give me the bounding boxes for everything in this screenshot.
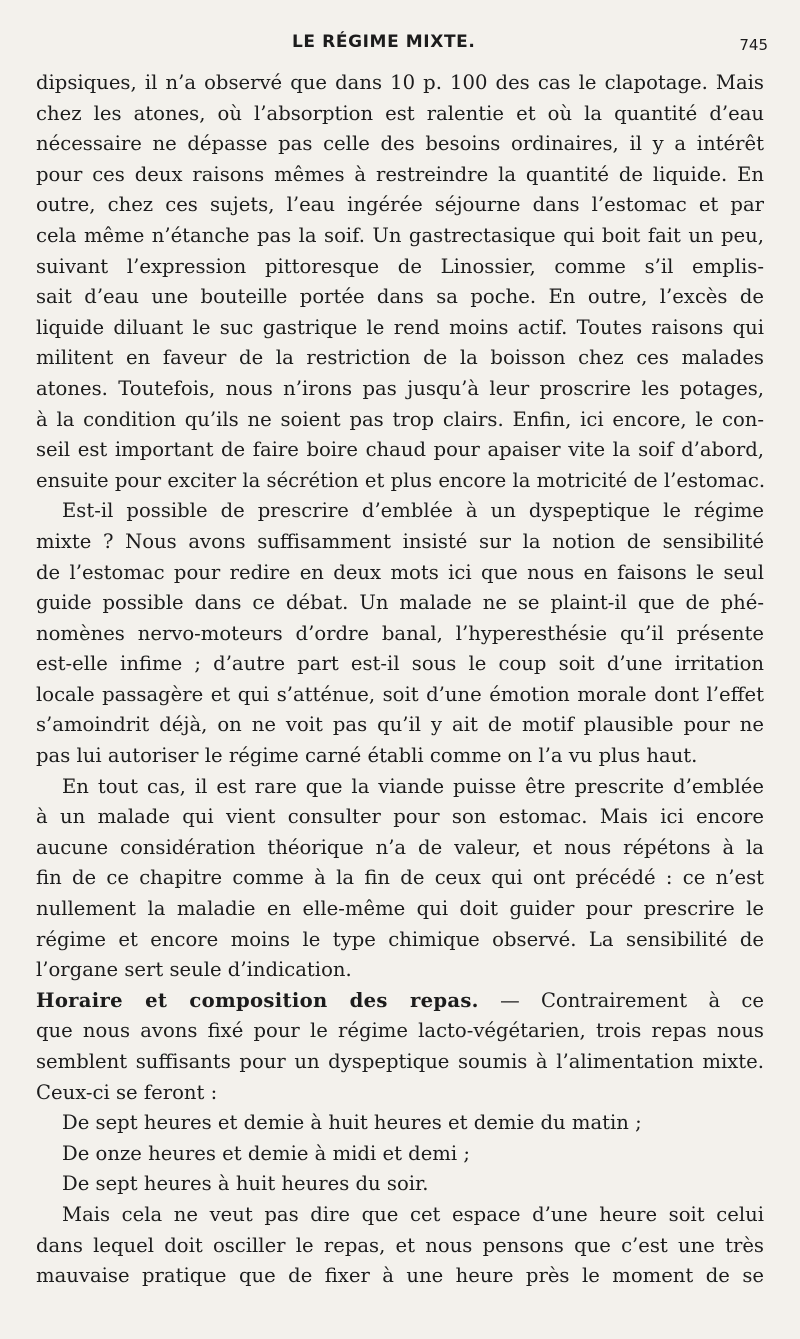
page-number: 745 (739, 36, 768, 54)
schedule-item: De sept heures et demie à huit heures et demie du matin ; (62, 1111, 642, 1135)
text-line: dans lequel doit osciller le repas, et nous pensons que c’est une très (36, 1233, 764, 1257)
text-line: régime et encore moins le type chimique observé. La sensibilité de (36, 927, 764, 951)
meal-schedule-list (36, 1108, 764, 1200)
text-line: s’amoindrit déjà, on ne voit pas qu’il y ait de motif plausible pour ne (36, 713, 764, 737)
text-line: fin de ce chapitre comme à la fin de ceux qui ont précédé : ce n’est (36, 866, 764, 890)
text-line: à la condition qu’ils ne soient pas trop clairs. Enfin, ici encore, le con- (36, 407, 764, 431)
text-line: est-elle infime ; d’autre part est-il sous le coup soit d’une irritation (36, 652, 764, 676)
text-line: Mais cela ne veut pas dire que cet espace d’une heure soit celui (62, 1202, 764, 1226)
text-line: sait d’eau une bouteille portée dans sa poche. En outre, l’excès de (36, 285, 764, 309)
schedule-item: De sept heures à huit heures du soir. (62, 1172, 429, 1196)
text-line: de l’estomac pour redire en deux mots ici que nous en faisons le seul (36, 560, 764, 584)
page-body (36, 68, 764, 1292)
text-line: nécessaire ne dépasse pas celle des besoins ordinaires, il y a intérêt (36, 132, 764, 156)
text-line: l’organe sert seule d’indication. (36, 958, 352, 982)
text-line: ensuite pour exciter la sécrétion et plus encore la motricité de l’estomac. (36, 468, 766, 492)
text-line: En tout cas, il est rare que la viande puisse être prescrite d’emblée (62, 774, 764, 798)
paragraph-3 (36, 772, 764, 986)
text-line: Ceux-ci se feront : (36, 1080, 218, 1104)
section-heading-continuation: — Contrairement à ce (478, 988, 764, 1012)
text-line: que nous avons fixé pour le régime lacto-végétarien, trois repas nous (36, 1019, 764, 1043)
page-header (0, 30, 800, 60)
running-title: LE RÉGIME MIXTE. (292, 32, 476, 52)
text-line: atones. Toutefois, nous n’irons pas jusqu’à leur proscrire les potages, (36, 376, 764, 400)
text-line: chez les atones, où l’absorption est ralentie et où la quantité d’eau (36, 101, 764, 125)
text-line: à un malade qui vient consulter pour son estomac. Mais ici encore (36, 805, 764, 829)
section-first-line (36, 986, 764, 1017)
text-line: pas lui autoriser le régime carné établi comme on l’a vu plus haut. (36, 744, 698, 768)
text-line: outre, chez ces sujets, l’eau ingérée séjourne dans l’estomac et par (36, 193, 764, 217)
text-line: guide possible dans ce débat. Un malade ne se plaint-il que de phé- (36, 591, 764, 615)
paragraph-4 (36, 1200, 764, 1292)
text-line: suivant l’expression pittoresque de Linossier, comme s’il emplis- (36, 254, 764, 278)
text-line: mauvaise pratique que de fixer à une heure près le moment de se (36, 1264, 764, 1288)
text-line: seil est important de faire boire chaud pour apaiser vite la soif d’abord, (36, 438, 764, 462)
text-line: nomènes nervo-moteurs d’ordre banal, l’hyperesthésie qu’il présente (36, 621, 764, 645)
schedule-item: De onze heures et demie à midi et demi ; (62, 1141, 470, 1165)
paragraph-1 (36, 68, 764, 496)
text-line: nullement la maladie en elle-même qui doit guider pour prescrire le (36, 897, 764, 921)
text-line: Est-il possible de prescrire d’emblée à un dyspeptique le régime (62, 499, 764, 523)
text-line: militent en faveur de la restriction de la boisson chez ces malades (36, 346, 764, 370)
text-line: dipsiques, il n’a observé que dans 10 p. 100 des cas le clapotage. Mais (36, 71, 764, 94)
text-line: mixte ? Nous avons suffisamment insisté sur la notion de sensibilité (36, 529, 764, 553)
section-heading: Horaire et composition des repas. (36, 988, 479, 1012)
text-line: cela même n’étanche pas la soif. Un gastrectasique qui boit fait un peu, (36, 223, 764, 247)
paragraph-2 (36, 496, 764, 771)
text-line: pour ces deux raisons mêmes à restreindre la quantité de liquide. En (36, 162, 764, 186)
section-meal-schedule (36, 986, 764, 1108)
text-line: liquide diluant le suc gastrique le rend moins actif. Toutes raisons qui (36, 315, 764, 339)
text-line: aucune considération théorique n’a de valeur, et nous répétons à la (36, 835, 764, 859)
text-line: locale passagère et qui s’atténue, soit d’une émotion morale dont l’effet (36, 682, 764, 706)
text-line: semblent suffisants pour un dyspeptique soumis à l’alimentation mixte. (36, 1050, 764, 1073)
